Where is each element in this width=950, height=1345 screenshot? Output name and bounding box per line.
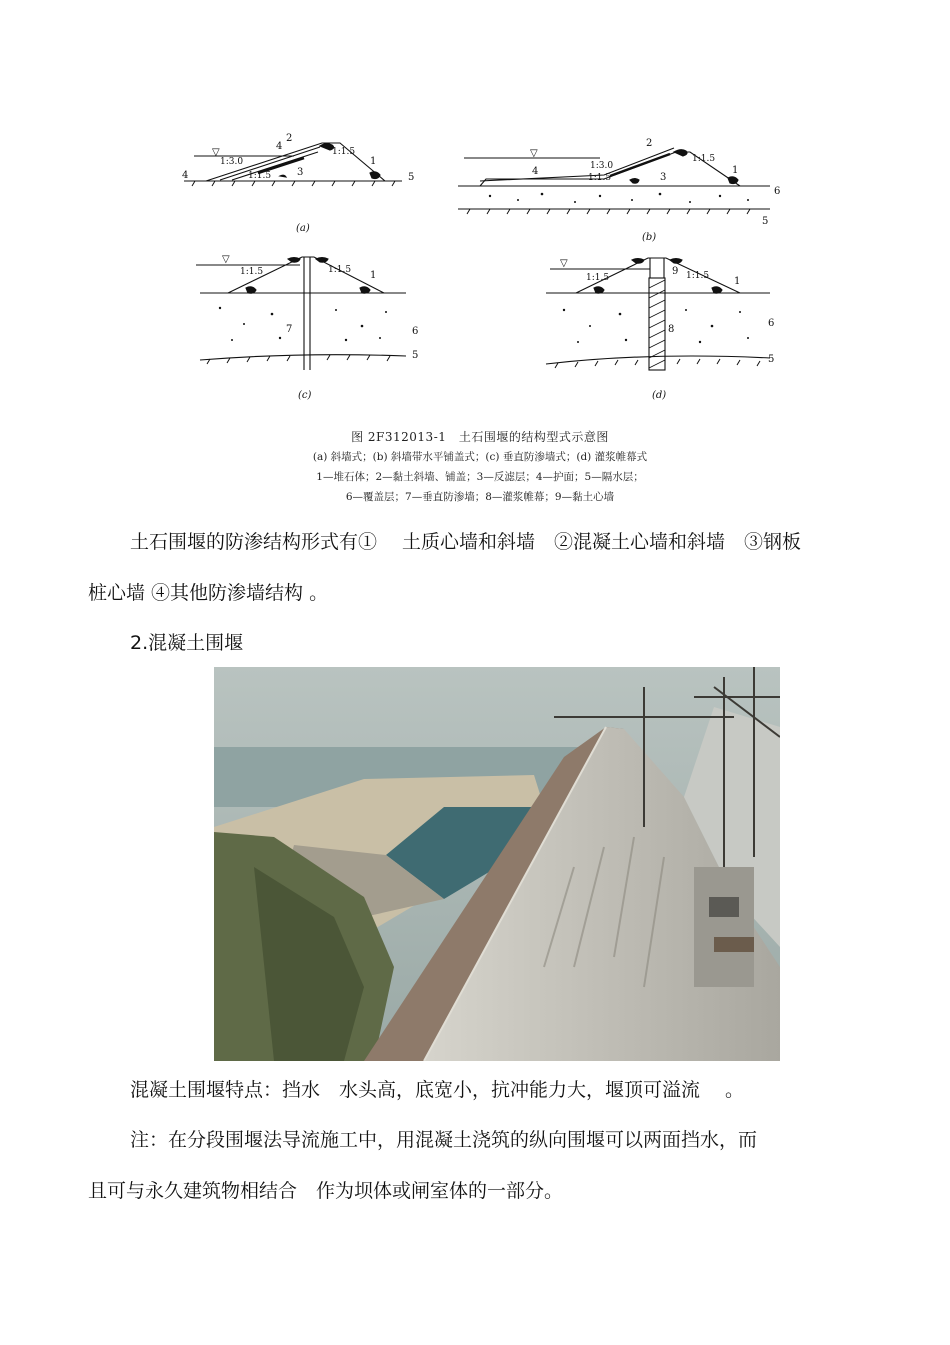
figure-caption-line: 6—覆盖层；7—垂直防渗墙；8—灌浆帷幕；9—黏土心墙	[345, 491, 615, 503]
slope-label: 1:1.5	[686, 271, 710, 281]
concrete-cofferdam-photo-illustration	[214, 667, 780, 1061]
slope-label: 1:1.5	[692, 154, 716, 164]
callout-number: 1	[734, 276, 741, 287]
figure-caption-line: 1—堆石体；2—黏土斜墙、铺盖；3—反滤层；4—护面；5—隔水层；	[316, 471, 644, 483]
callout-number: 4	[276, 141, 283, 152]
slope-label: 1:3.0	[220, 157, 244, 167]
cofferdam-structure-figure	[180, 128, 780, 503]
water-level-icon: ▽	[222, 254, 230, 265]
subfigure-label: (d)	[652, 390, 667, 401]
callout-number: 6	[412, 326, 419, 337]
diagram-c-labels	[222, 254, 418, 401]
cofferdam-diagram	[180, 128, 780, 423]
figure-title: 图 2F312013-1 土石围堰的结构型式示意图	[351, 430, 609, 444]
callout-number: 4	[532, 166, 539, 177]
diagram-b	[458, 148, 770, 214]
figure-caption-line: (a) 斜墙式；(b) 斜墙带水平铺盖式；(c) 垂直防渗墙式；(d) 灌浆帷幕式	[312, 451, 648, 463]
body-paragraph: 桩心墙 ④其他防渗墙结构 。	[88, 582, 329, 604]
callout-number: 5	[412, 350, 419, 361]
subfigure-label: (b)	[642, 232, 657, 243]
concrete-cofferdam-photo	[214, 667, 780, 1061]
slope-label: 1:1.5	[586, 273, 610, 283]
callout-number: 3	[660, 172, 667, 183]
callout-number: 1	[732, 165, 739, 176]
slope-label: 1:3.0	[590, 161, 614, 171]
body-paragraph: 注：在分段围堰法导流施工中，用混凝土浇筑的纵向围堰可以两面挡水，而	[130, 1129, 758, 1151]
water-level-icon: ▽	[530, 148, 538, 159]
slope-label: 1:1.5	[328, 265, 352, 275]
diagram-d-labels	[560, 258, 774, 401]
slope-label: 1:1.5	[248, 171, 272, 181]
slope-label: 1:1.5	[588, 173, 612, 183]
callout-number: 4	[182, 170, 189, 181]
diagram-b-labels	[530, 138, 780, 243]
section-heading: 2.混凝土围堰	[130, 632, 244, 654]
water-level-icon: ▽	[212, 147, 220, 158]
body-paragraph: 土石围堰的防渗结构形式有① 土质心墙和斜墙 ②混凝土心墙和斜墙 ③钢板	[130, 531, 802, 553]
diagram-d	[546, 258, 770, 370]
subfigure-label: (c)	[298, 390, 312, 401]
callout-number: 6	[774, 186, 780, 197]
callout-number: 1	[370, 156, 377, 167]
callout-number: 8	[668, 324, 675, 335]
body-paragraph: 混凝土围堰特点：挡水 水头高，底宽小，抗冲能力大，堰顶可溢流 。	[130, 1079, 745, 1101]
callout-number: 1	[370, 270, 377, 281]
callout-number: 5	[408, 172, 415, 183]
slope-label: 1:1.5	[332, 147, 356, 157]
callout-number: 9	[672, 266, 679, 277]
callout-number: 2	[286, 133, 293, 144]
callout-number: 7	[286, 324, 293, 335]
callout-number: 6	[768, 318, 775, 329]
body-paragraph: 且可与永久建筑物相结合 作为坝体或闸室体的一部分。	[88, 1180, 564, 1202]
diagram-a-labels	[182, 133, 414, 234]
callout-number: 5	[762, 216, 769, 227]
slope-label: 1:1.5	[240, 267, 264, 277]
subfigure-label: (a)	[296, 223, 310, 234]
callout-number: 3	[297, 167, 304, 178]
callout-number: 2	[646, 138, 653, 149]
water-level-icon: ▽	[560, 258, 568, 269]
callout-number: 5	[768, 354, 775, 365]
